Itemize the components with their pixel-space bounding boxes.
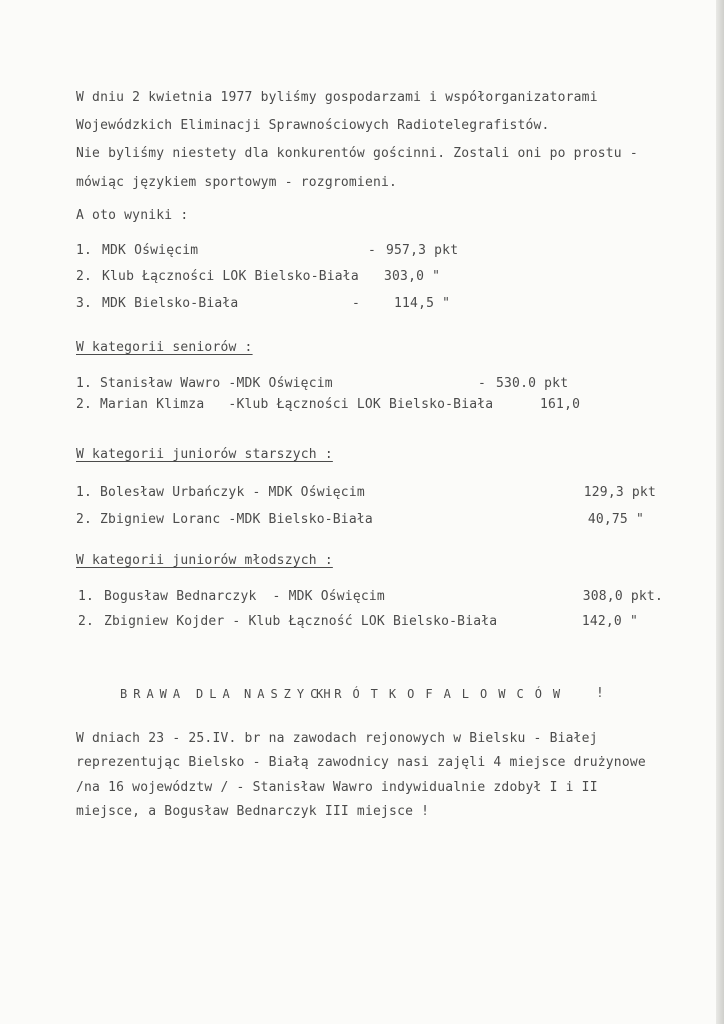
- seniors-row-1-rank: 1.: [76, 376, 93, 391]
- bravo-word-2: DLA: [196, 687, 236, 701]
- intro-line-1: W dniu 2 kwietnia 1977 byliśmy gospodarzami i współorganizatorami: [76, 90, 598, 105]
- juniors-older-row-1-rank: 1.: [76, 485, 93, 500]
- team-row-2-name: Klub Łączności LOK Bielsko-Biała: [102, 269, 359, 284]
- intro-line-4: mówiąc językiem sportowym - rozgromieni.: [76, 175, 398, 190]
- team-row-1-score: 957,3 pkt: [386, 243, 459, 258]
- juniors-younger-row-1-rank: 1.: [78, 589, 95, 604]
- team-row-1-name: MDK Oświęcim: [102, 243, 199, 258]
- team-row-2-score: 303,0 ": [384, 269, 441, 284]
- seniors-row-2-rank: 2.: [76, 397, 93, 412]
- juniors-younger-row-2-score: 142,0 ": [581, 614, 638, 629]
- seniors-row-1-score: 530.0 pkt: [496, 376, 569, 391]
- seniors-heading: W kategorii seniorów :: [76, 340, 253, 355]
- team-row-1-rank: 1.: [76, 243, 93, 258]
- seniors-row-1-name: Stanisław Wawro -MDK Oświęcim: [100, 376, 333, 391]
- juniors-older-row-2-rank: 2.: [76, 512, 93, 527]
- juniors-younger-row-1-name: Bogusław Bednarczyk - MDK Oświęcim: [104, 589, 385, 604]
- seniors-row-1-dash: -: [478, 376, 487, 391]
- seniors-row-2-name: Marian Klimza -Klub Łączności LOK Bielsko-Biała: [100, 397, 494, 412]
- closing-line-4: miejsce, a Bogusław Bednarczyk III miejsce !: [76, 804, 430, 819]
- team-row-3-dash: -: [352, 296, 361, 311]
- bravo-word-4: KRÓTKOFALOWCÓW: [316, 687, 572, 701]
- juniors-older-row-1-name: Bolesław Urbańczyk - MDK Oświęcim: [100, 485, 365, 500]
- intro-line-2: Wojewódzkich Eliminacji Sprawnościowych Radiotelegrafistów.: [76, 118, 550, 133]
- bravo-word-1: BRAWA: [120, 687, 187, 701]
- intro-line-3: Nie byliśmy niestety dla konkurentów gościnni. Zostali oni po prostu -: [76, 146, 638, 161]
- juniors-younger-heading: W kategorii juniorów młodszych :: [76, 553, 333, 568]
- juniors-younger-row-1-score: 308,0 pkt.: [582, 589, 663, 604]
- juniors-older-heading: W kategorii juniorów starszych :: [76, 447, 333, 462]
- juniors-older-row-2-name: Zbigniew Loranc -MDK Bielsko-Biała: [100, 512, 373, 527]
- closing-line-1: W dniach 23 - 25.IV. br na zawodach rejonowych w Bielsku - Białej: [76, 731, 598, 746]
- team-row-3-name: MDK Bielsko-Biała: [102, 296, 239, 311]
- closing-line-2: reprezentując Bielsko - Białą zawodnicy nasi zajęli 4 miejsce drużynowe: [76, 755, 646, 770]
- team-row-1-dash: -: [368, 243, 377, 258]
- team-row-3-rank: 3.: [76, 296, 93, 311]
- juniors-younger-row-2-rank: 2.: [78, 614, 95, 629]
- seniors-row-2-score: 161,0: [540, 397, 581, 412]
- team-row-3-score: 114,5 ": [394, 296, 451, 311]
- closing-line-3: /na 16 województw / - Stanisław Wawro indywidualnie zdobył I i II: [76, 780, 598, 795]
- bravo-word-3: NASZYCH: [244, 687, 337, 701]
- bravo-exclamation: !: [596, 686, 605, 701]
- juniors-younger-row-2-name: Zbigniew Kojder - Klub Łączność LOK Bielsko-Biała: [104, 614, 498, 629]
- page-edge-shadow: [716, 0, 724, 1024]
- juniors-older-row-2-score: 40,75 ": [587, 512, 644, 527]
- juniors-older-row-1-score: 129,3 pkt: [583, 485, 656, 500]
- team-row-2-rank: 2.: [76, 269, 93, 284]
- results-intro: A oto wyniki :: [76, 208, 189, 223]
